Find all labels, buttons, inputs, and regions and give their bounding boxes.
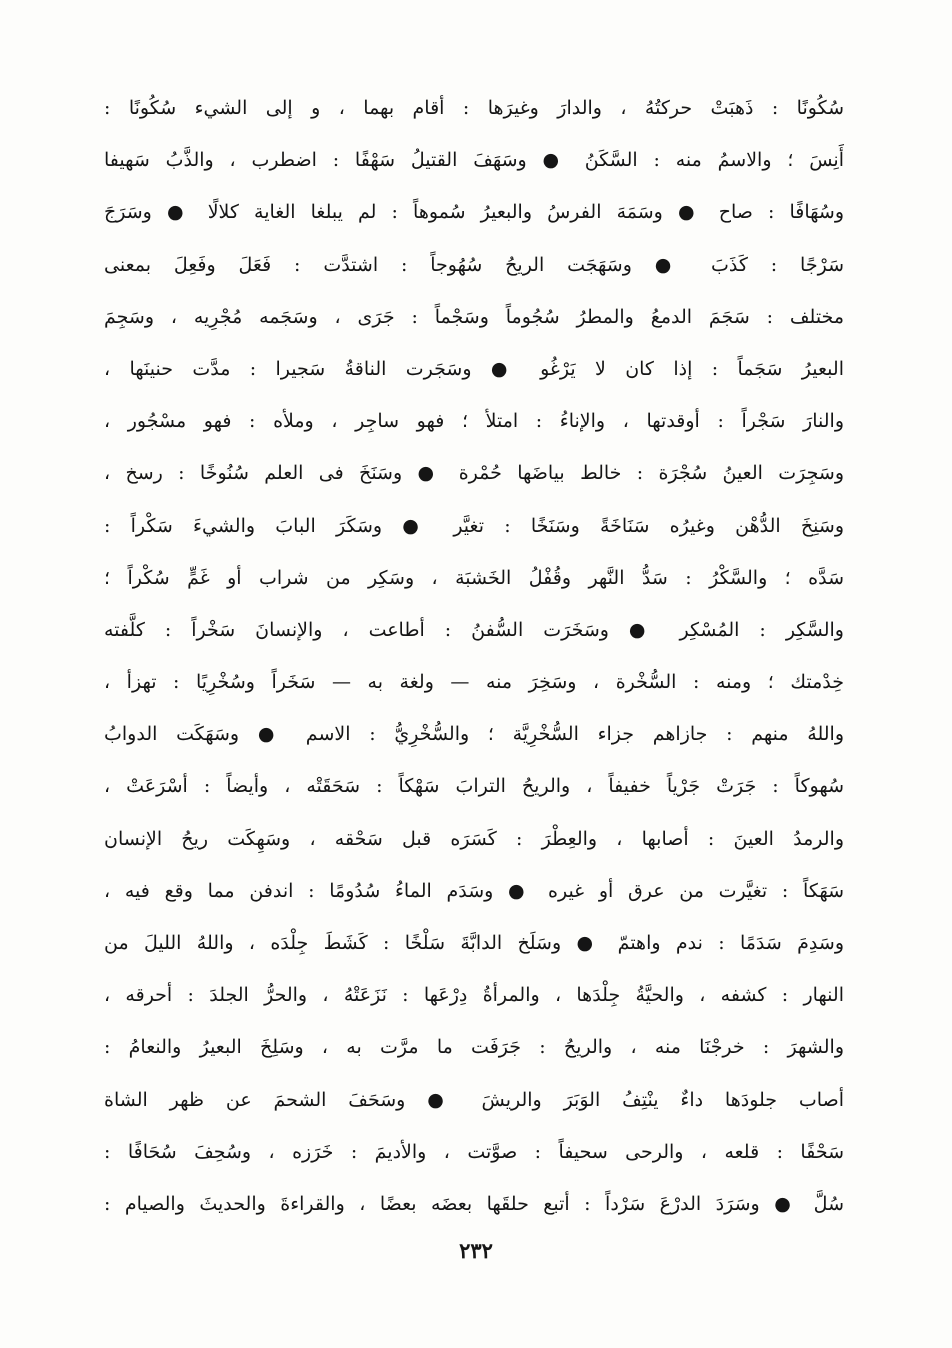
page-number: ٢٣٢ [459,1238,493,1263]
text-line: والرمدُ العينَ : أصابها ، والعِطْرَ : كَسَرَه قبل سَحْقه ، وسَهِكَت ريحُ الإنسان [104,827,844,850]
text-line: النهار : كشفه ، والحيَّةُ جِلْدَها ، والمرأةُ دِرْعَها : نَزَعَتْهُ ، والحرُّ الجلدَ : أحرقه ، [104,984,844,1007]
text-line: سُهوكاً : جَرَتْ جَرْياً خفيفاً ، والريحُ الترابَ سَهْكاً : سَحَقَتْه ، وأيضاً : أسْرَعَتْ ، [104,775,844,798]
text-line: سَهَكاً : تغيَّرت من عرق أو غيره ● وسَدَم الماءُ سُدُومًا : اندفن مما وقع فيه ، [104,879,844,902]
text-line: سُكُونًا : ذَهبَتْ حركتُهُ ، والدارَ وغيرَها : أقام بهما ، و إلى الشيء سُكُونًا : [104,97,844,119]
text-line: سَحْفًا : قلعه ، والرحى سحيفاً : صوَّتت ، والأديمَ : خَرَزه ، وسُحِفَ سُحَافًا : [104,1140,844,1163]
text-line: مختلف : سَجَمَ الدمعُ والمطرُ سُجُوماً وسَجْماً : جَرَى ، وسَجَمه مُجْرِيه ، وسَجِمَ [104,305,844,328]
text-line: وسَدِمَ سَدَمًا : ندم واهتمّ ● وسَلَخ الدابَّةَ سَلْخًا : كَشَطَ جِلْدَه ، واللهُ الليلَ من [104,932,844,954]
text-line: سَرْجًا : كَذَبَ ● وسَهَجَت الريحُ سُهُوجاً : اشتدَّت : فَعَلَ وفَعِلَ بمعنى [104,253,844,276]
text-line: والشهرَ : خرجْنَا منه ، والريحُ : جَرَفَت ما مرَّت به ، وسَلِخَ البعيرُ والنعامُ : [104,1036,844,1059]
text-line: وسَجِرَت العينُ سُجْرَة : خالط بياضَها حُمْرة ● وسَنَخَ فى العلم سُنُوخًا : رسخ ، [104,462,844,485]
text-line: أَنِسَ ؛ والاسمُ منه : السَّكَنُ ● وسَهَفَ القتيلُ سَهْفًا : اضطرب ، والذَّبُ سَهيفا [104,149,844,172]
text-line: وسَنِخَ الدُّهْن وغيرُه سَنَاخَةً وسَنَخًا : تغيَّر ● وسَكَرَ البابَ والشيءَ سَكْراً : [104,514,844,537]
text-line: واللهُ منهم : جازاهم جزاء السُّخْرِيَّة ؛ والسُّخْرِيُّ : الاسم ● وسَهَكَت الدوابُ [104,723,844,746]
text-line: سَدَّه ؛ والسَّكْرُ : سَدُّ النَّهر وقُفْلُ الخَشبَة ، وسَكِر من شراب أو غَمٍّ سُكْراً ؛ [104,566,844,589]
text-line: أصاب جلودَها داءٌ ينْتِفُ الوَبَرَ والريشَ ● وسَحَفَ الشحمَ عن ظهر الشاة [104,1088,844,1111]
text-line: وسُهَافًا : صاح ● وسَمَهَ الفرسُ والبعيرُ سُموهاً : لم يبلغا الغاية كلالًا ● وسَرَجَ [104,201,844,224]
page-body-text [104,82,844,1230]
text-line: والنارَ سَجْراً : أوقدتها ، والإناءُ : امتلأ ؛ فهو ساجِر ، وملأه : فهو مسْجُور ، [104,410,844,433]
text-line: خِدْمتك ؛ ومنه : السُّخْرة ، وسَخِرَ منه — ولغة به — سَخَراً وسُخْرِيًا : تهزأ ، [104,671,844,694]
text-line: سُلَّ ● وسَرَدَ الدرْعَ سَرْداً : أتبع حلقَها بعضَه بعضًا ، والقراءةَ والحديثَ والصيام : [104,1192,844,1215]
text-line: والسَّكِر : المُسْكِر ● وسَخَرَت السُّفنُ : أطاعت ، والإنسانَ سَخْراً : كلَّفته [104,618,844,641]
text-line: البعيرُ سَجَماً : إذا كان لا يَرْغُو ● وسَجَرت الناقةُ سَجيرا : مدَّت حنينَها ، [104,357,844,380]
